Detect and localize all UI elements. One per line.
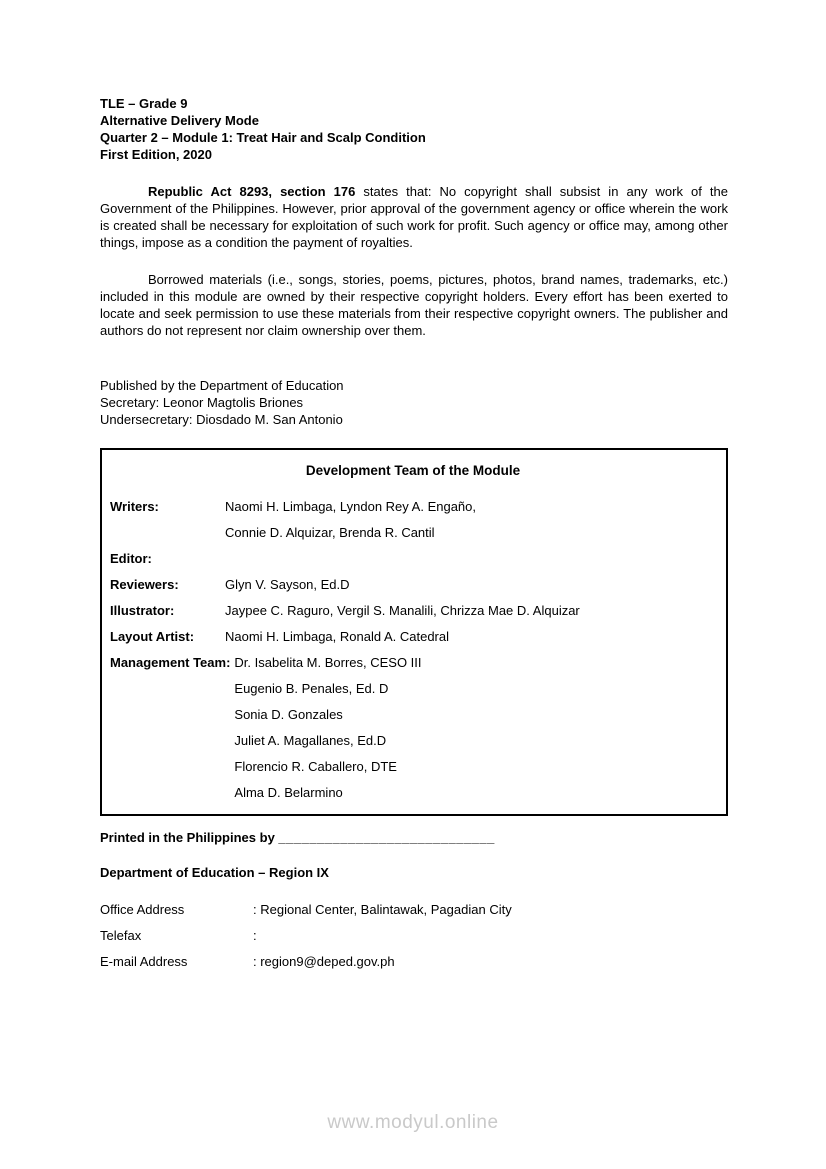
dev-team-row-writers [110, 494, 716, 546]
contact-label: Telefax [100, 928, 142, 943]
contact-label: E-mail Address [100, 954, 188, 969]
row-value: Eugenio B. Penales, Ed. D [234, 681, 389, 696]
borrowed-materials-paragraph: Borrowed materials (i.e., songs, stories, poems, pictures, photos, brand names, trademarks, etc.) included in this module are owned by their respective copyright holders. Every effort has been exerted to locate and seek permission to use these materials from their respective copyright owners. The publisher and authors do not represent nor claim ownership over them. [100, 272, 728, 338]
edition-line: First Edition, 2020 [100, 147, 212, 162]
contact-value: : region9@deped.gov.ph [253, 954, 395, 969]
republic-act-text: states that: No copyright shall subsist in any work of the Government of the Philippines. However, prior approval of the government agency or office wherein the work is created shall be necessary for exploitation of such work for profit. Such agency or office may, among other things, impose as a condition the payment of royalties. [100, 184, 728, 250]
delivery-mode-line: Alternative Delivery Mode [100, 113, 259, 128]
quarter-module-line: Quarter 2 – Module 1: Treat Hair and Scalp Condition [100, 130, 426, 145]
dev-team-row-reviewers [110, 572, 716, 598]
dev-team-row-editor [110, 546, 716, 572]
contact-label: Office Address [100, 902, 185, 917]
row-label: Reviewers: [110, 577, 179, 592]
development-team-title: Development Team of the Module [305, 463, 521, 478]
contact-table [100, 897, 728, 975]
row-value: Glyn V. Sayson, Ed.D [225, 577, 350, 592]
watermark: www.modyul.online [327, 1112, 499, 1133]
republic-act-paragraph [100, 183, 728, 251]
publisher-block [100, 377, 728, 428]
contact-value: : [253, 928, 257, 943]
contact-row-email-address [100, 949, 728, 975]
module-title-line: TLE – Grade 9 [100, 96, 188, 111]
row-value: Naomi H. Limbaga, Lyndon Rey A. Engaño, [225, 499, 476, 514]
row-value: Sonia D. Gonzales [234, 707, 343, 722]
contact-value: : Regional Center, Balintawak, Pagadian City [253, 902, 512, 917]
republic-act-lead: Republic Act 8293, section 176 [148, 184, 356, 199]
department-region-title: Department of Education – Region IX [100, 865, 329, 880]
row-value: Naomi H. Limbaga, Ronald A. Catedral [225, 629, 450, 644]
row-value: Florencio R. Caballero, DTE [234, 759, 397, 774]
blank-underline: ____________________________ [278, 830, 495, 845]
printed-in-philippines-line [100, 829, 728, 846]
row-label: Writers: [110, 499, 159, 514]
row-value: Connie D. Alquizar, Brenda R. Cantil [225, 525, 435, 540]
contact-row-office-address [100, 897, 728, 923]
printed-label: Printed in the Philippines by [100, 830, 275, 845]
module-header [100, 95, 728, 163]
row-value: Jaypee C. Raguro, Vergil S. Manalili, Chrizza Mae D. Alquizar [225, 603, 580, 618]
dev-team-row-illustrator [110, 598, 716, 624]
row-value: Alma D. Belarmino [234, 785, 343, 800]
secretary-line: Secretary: Leonor Magtolis Briones [100, 395, 304, 410]
dev-team-row-layout-artist [110, 624, 716, 650]
row-value: Dr. Isabelita M. Borres, CESO III [234, 655, 422, 670]
row-value: Juliet A. Magallanes, Ed.D [234, 733, 387, 748]
dev-team-row-management-team [110, 650, 716, 806]
undersecretary-line: Undersecretary: Diosdado M. San Antonio [100, 412, 343, 427]
published-by-line: Published by the Department of Education [100, 378, 344, 393]
development-team-box [100, 448, 728, 816]
row-label: Editor: [110, 551, 152, 566]
row-label: Management Team: [110, 655, 231, 670]
row-label: Layout Artist: [110, 629, 195, 644]
row-label: Illustrator: [110, 603, 175, 618]
contact-row-telefax [100, 923, 728, 949]
